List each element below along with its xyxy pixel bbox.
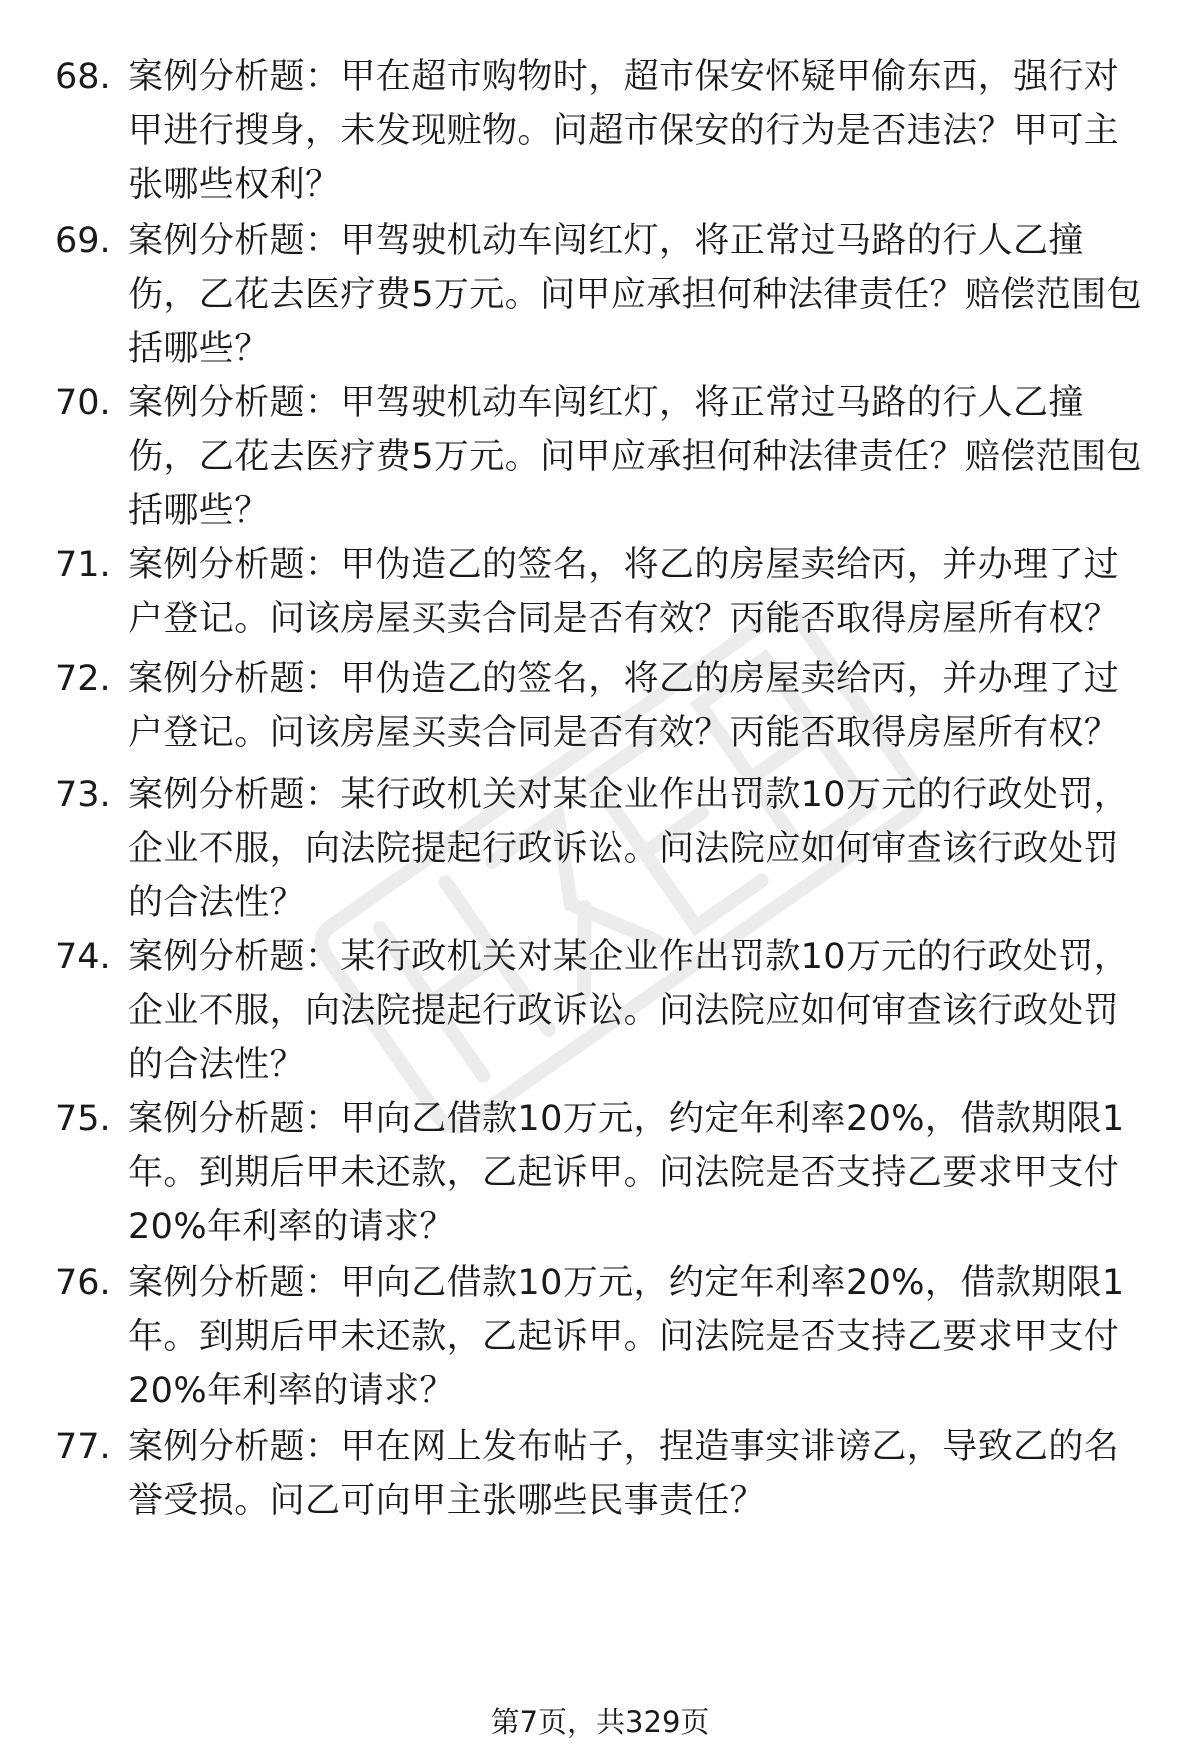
question-number: 68. <box>55 57 111 97</box>
question-text: 案例分析题：甲伪造乙的签名，将乙的房屋卖给丙，并办理了过户登记。问该房屋买卖合同是否有效？丙能否取得房屋所有权？ <box>128 545 1120 639</box>
question-text: 案例分析题：甲向乙借款10万元，约定年利率20%，借款期限1年。到期后甲未还款，乙起诉甲。问法院是否支持乙要求甲支付20%年利率的请求？ <box>128 1099 1125 1247</box>
question-number: 73. <box>55 775 111 815</box>
question-item <box>55 1256 1165 1418</box>
question-number: 76. <box>55 1263 111 1303</box>
question-item <box>55 1420 1165 1528</box>
question-item <box>55 376 1165 538</box>
question-text: 案例分析题：某行政机关对某企业作出罚款10万元的行政处罚，企业不服，向法院提起行政诉讼。问法院应如何审查该行政处罚的合法性？ <box>128 775 1130 923</box>
question-number: 69. <box>55 221 111 261</box>
question-text: 案例分析题：甲伪造乙的签名，将乙的房屋卖给丙，并办理了过户登记。问该房屋买卖合同是否有效？丙能否取得房屋所有权？ <box>128 659 1120 753</box>
question-item <box>55 214 1165 376</box>
question-text: 案例分析题：甲向乙借款10万元，约定年利率20%，借款期限1年。到期后甲未还款，乙起诉甲。问法院是否支持乙要求甲支付20%年利率的请求？ <box>128 1263 1125 1411</box>
question-number: 77. <box>55 1427 111 1467</box>
question-text: 案例分析题：甲驾驶机动车闯红灯，将正常过马路的行人乙撞伤，乙花去医疗费5万元。问甲应承担何种法律责任？赔偿范围包括哪些？ <box>128 383 1142 531</box>
question-number: 75. <box>55 1099 111 1139</box>
question-text: 案例分析题：甲在网上发布帖子，捏造事实诽谤乙，导致乙的名誉受损。问乙可向甲主张哪些民事责任？ <box>128 1427 1120 1521</box>
question-text: 案例分析题：甲在超市购物时，超市保安怀疑甲偷东西，强行对甲进行搜身，未发现赃物。问超市保安的行为是否违法？甲可主张哪些权利？ <box>128 57 1120 205</box>
page-number-footer: 第7页，共329页 <box>490 1705 710 1739</box>
question-item <box>55 930 1165 1092</box>
question-number: 72. <box>55 659 111 699</box>
question-number: 70. <box>55 383 111 423</box>
question-number: 71. <box>55 545 111 585</box>
question-item <box>55 768 1165 930</box>
question-item <box>55 538 1165 646</box>
question-number: 74. <box>55 937 111 977</box>
question-text: 案例分析题：某行政机关对某企业作出罚款10万元的行政处罚，企业不服，向法院提起行政诉讼。问法院应如何审查该行政处罚的合法性？ <box>128 937 1130 1085</box>
question-item <box>55 1092 1165 1254</box>
question-text: 案例分析题：甲驾驶机动车闯红灯，将正常过马路的行人乙撞伤，乙花去医疗费5万元。问甲应承担何种法律责任？赔偿范围包括哪些？ <box>128 221 1142 369</box>
question-item <box>55 652 1165 760</box>
question-item <box>55 50 1165 212</box>
